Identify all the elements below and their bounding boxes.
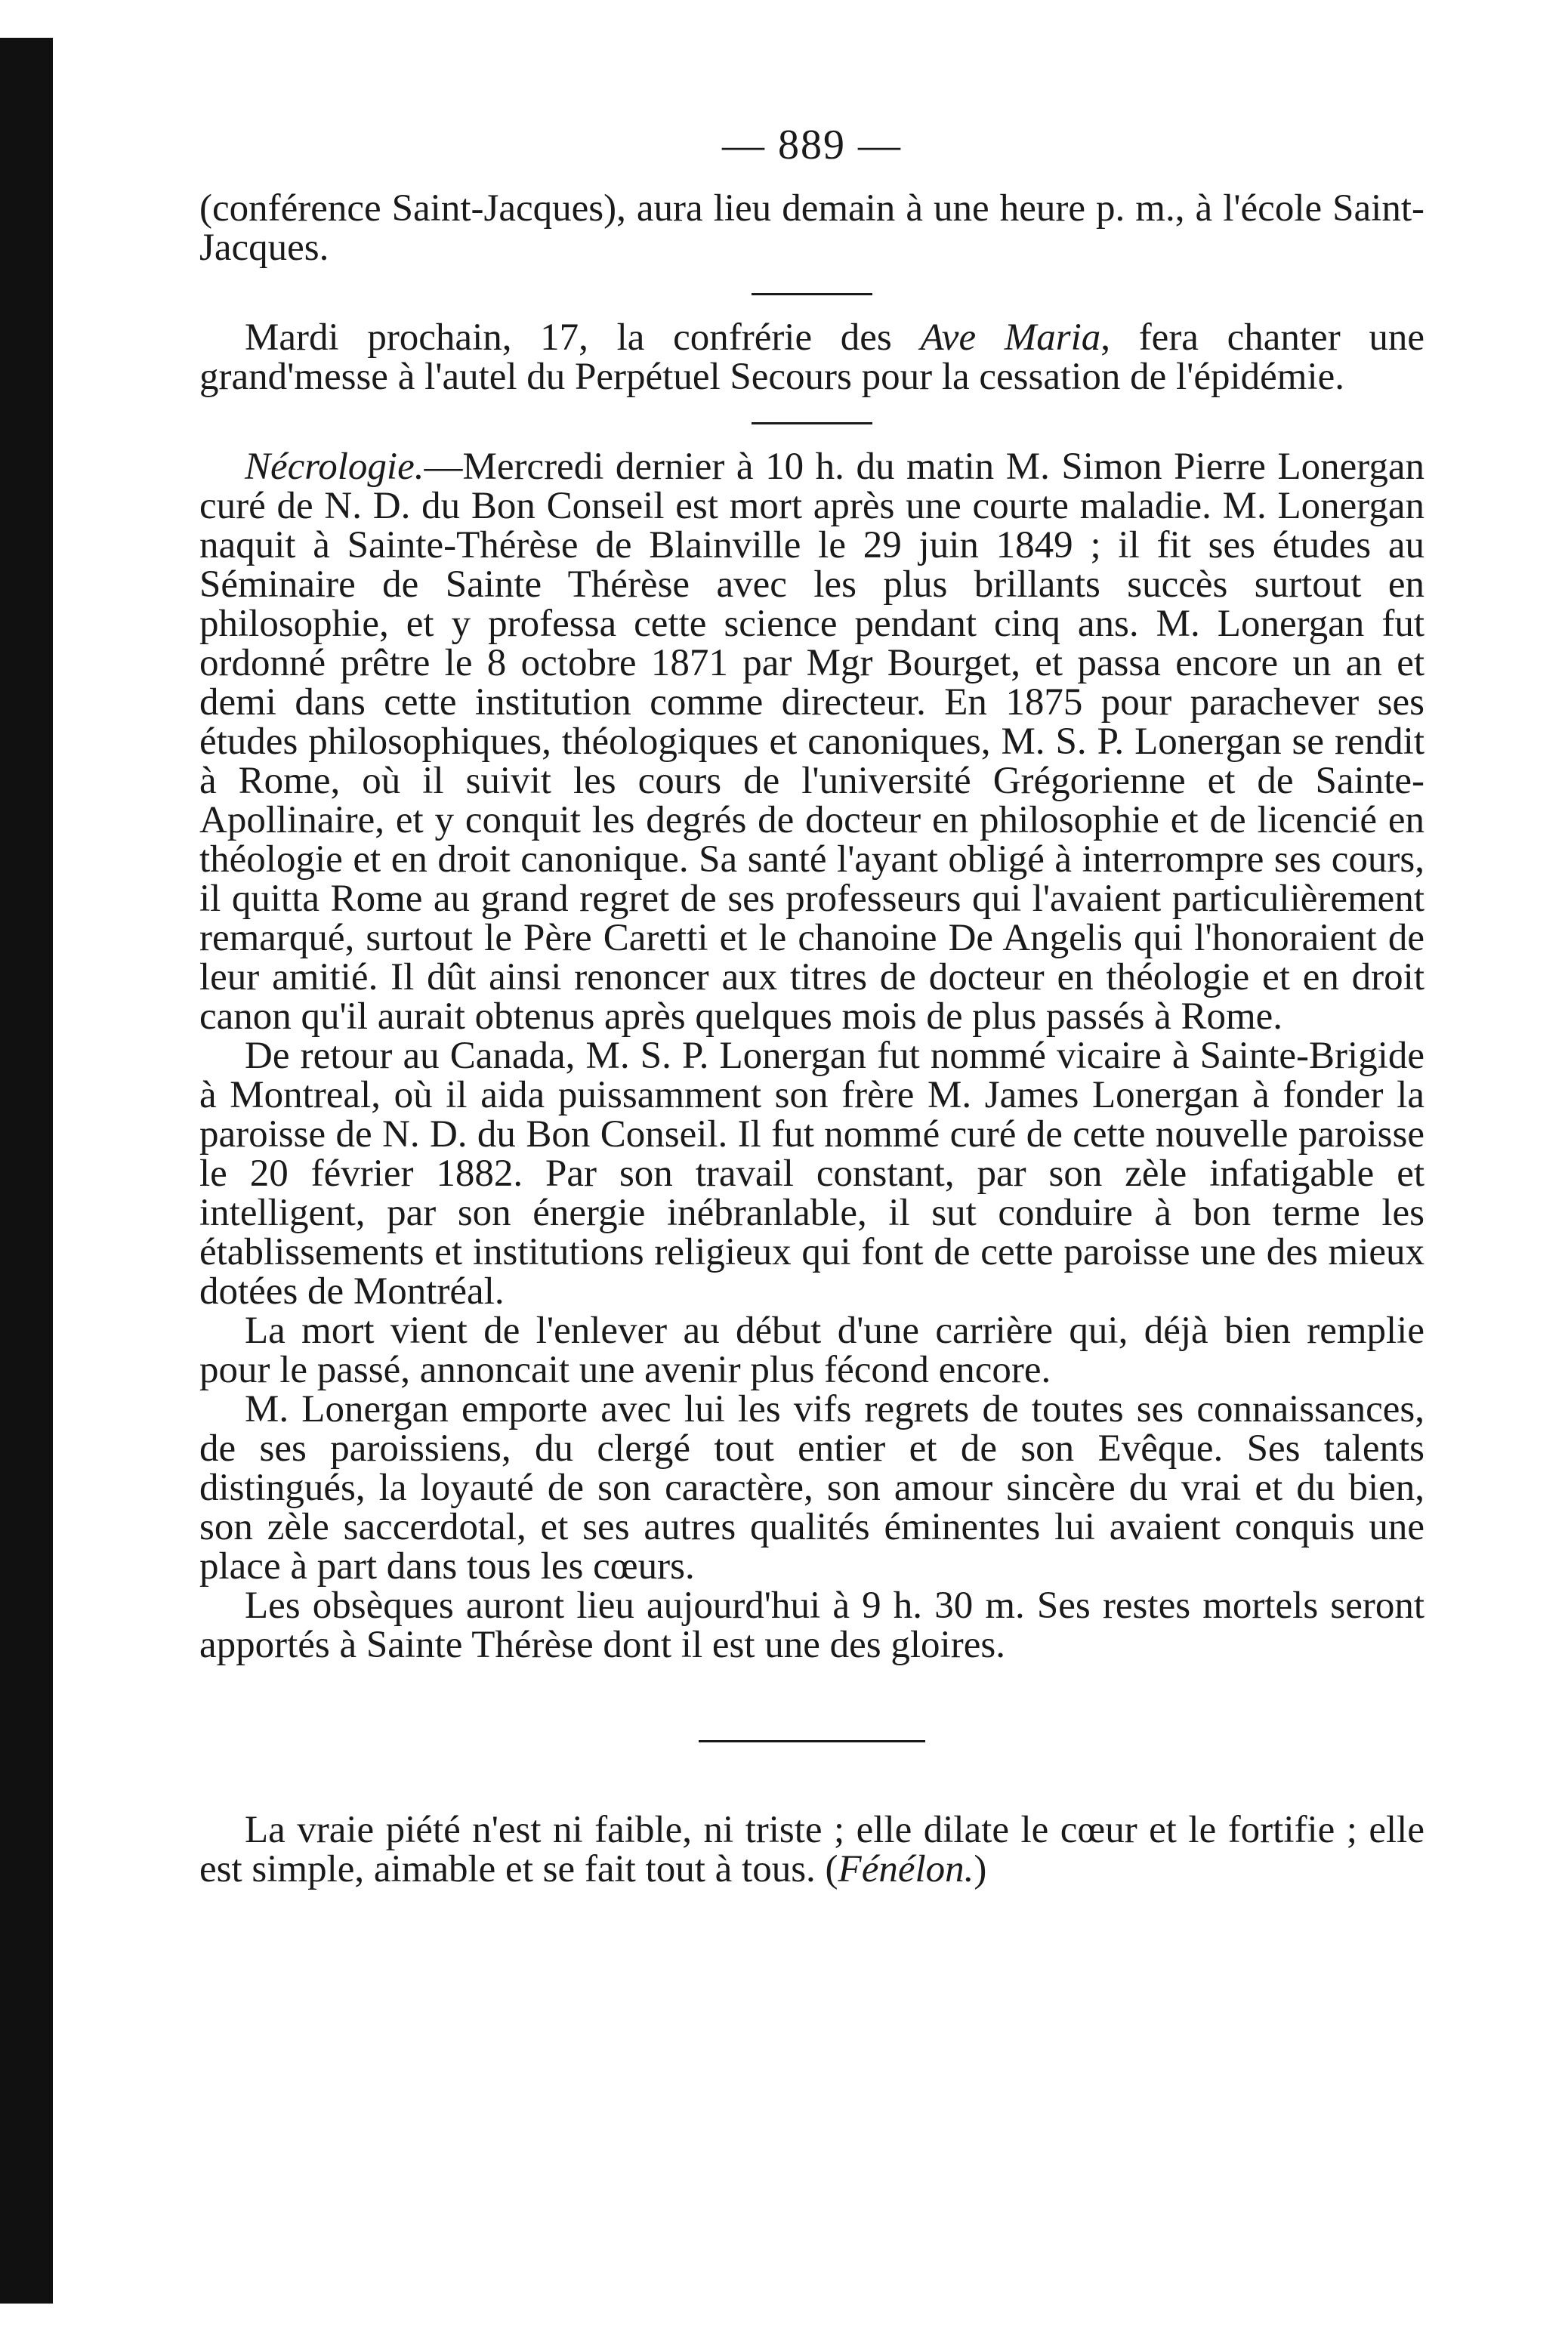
ave-maria-emphasis: Ave Maria (920, 316, 1101, 359)
paragraph-text: —Mercredi dernier à 10 h. du matin M. Simon Pierre Lonergan curé de N. D. du Bon Conseil est mort après une courte maladie. M. Lonergan naquit à Sainte-Thérèse de Blainville le 29 juin 1849 ; il fit ses études au Séminaire de Sainte Thérèse avec les plus brillants succès surtout en philosophie, et y professa cette science pendant cinq ans. M. Lonergan fut ordonné prêtre le 8 octobre 1871 par Mgr Bourget, et passa encore un an et demi dans cette institution comme directeur. En 1875 pour parachever ses études philosophiques, théologiques et canoniques, M. S. P. Lonergan se rendit à Rome, où il suivit les cours de l'université Grégorienne et de Sainte-Apollinaire, et y conquit les degrés de docteur en philosophie et de licencié en théologie et en droit canonique. Sa santé l'ayant obligé à interrompre ses cours, il quitta Rome au grand regret de ses professeurs qui l'avaient particulièrement remarqué, surtout le Père Caretti et le chanoine De Angelis qui l'honoraient de leur amitié. Il dût ainsi renoncer aux titres de docteur en théologie et en droit canon qu'il aurait obtenus après quelques mois de plus passés à Rome. (199, 446, 1424, 1038)
paragraph-carriere: La mort vient de l'enlever au début d'une carrière qui, déjà bien remplie pour le passé, annoncait une avenir plus fécond encore. (199, 1310, 1424, 1391)
paragraph-text: , fera chanter une grand'messe à l'autel du Perpétuel Secours pour la cessation de l'épidémie. (199, 316, 1424, 398)
paragraph-retour-canada: De retour au Canada, M. S. P. Lonergan fut nommé vicaire à Sainte-Brigide à Montreal, où il aida puissamment son frère M. James Lonergan à fonder la paroisse de N. D. du Bon Conseil. Il fut nommé curé de cette nouvelle paroisse le 20 février 1882. Par son travail constant, par son zèle infatigable et intelligent, par son énergie inébranlable, il sut conduire à bon terme les établissements et institutions religieux qui font de cette paroisse une des mieux dotées de Montréal. (199, 1035, 1424, 1313)
paragraph-text: Mardi prochain, 17, la confrérie des (245, 316, 921, 359)
section-divider (752, 293, 872, 295)
quote-text: La vraie piété n'est ni faible, ni triste ; elle dilate le cœur et le fortifie ; elle est simple, aimable et se fait tout à tous. ( (199, 1809, 1424, 1890)
closing-quote (199, 1810, 1424, 1889)
paragraph-obseques: Les obsèques auront lieu aujourd'hui à 9 h. 30 m. Ses restes mortels seront apportés à Sainte Thérèse dont il est une des gloires. (199, 1585, 1424, 1666)
quote-author: Fénélon. (838, 1848, 974, 1890)
paragraph-confrerie (199, 318, 1424, 397)
page-number: — 889 — (722, 122, 902, 168)
paragraph-necrologie (199, 447, 1424, 1036)
quote-close: ) (974, 1848, 987, 1890)
page-content (199, 121, 1424, 1889)
section-divider-long (699, 1740, 925, 1742)
paragraph-regrets: M. Lonergan emporte avec lui les vifs regrets de toutes ses connaissances, de ses paroissiens, du clergé tout entier et de son Evêque. Ses talents distingués, la loyauté de son caractère, son amour sincère du vrai et du bien, son zèle saccerdotal, et ses autres qualités éminentes lui avaient conquis une place à part dans tous les cœurs. (199, 1388, 1424, 1588)
scan-border (0, 38, 53, 2304)
section-divider (752, 422, 872, 424)
paragraph-conference: (conférence Saint-Jacques), aura lieu demain à une heure p. m., à l'école Saint-Jacques. (199, 187, 1424, 269)
necrologie-label: Nécrologie. (245, 446, 424, 488)
